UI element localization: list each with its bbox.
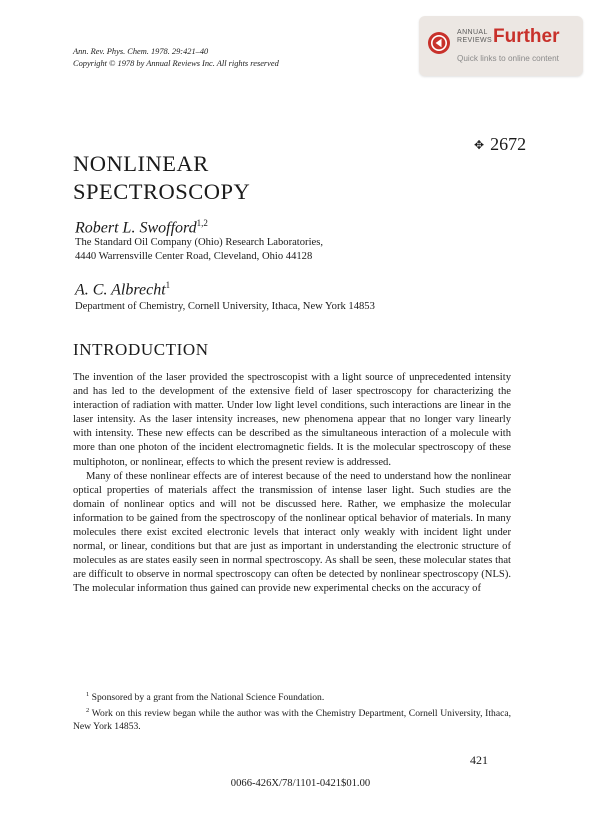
brand-reviews: REVIEWS: [457, 36, 493, 44]
footnote-2-text: Work on this review began while the author was with the Chemistry Department, Cornell University, Ithaca, New York 14853.: [73, 708, 511, 732]
title-line-1: NONLINEAR: [73, 151, 209, 176]
author-1: [75, 218, 208, 237]
journal-citation: [73, 46, 279, 69]
citation-journal-line: Ann. Rev. Phys. Chem. 1978. 29:421–40: [73, 47, 209, 56]
footnotes: [73, 689, 511, 733]
author-1-affiliation: [75, 236, 323, 264]
copyright-rest: 1978 by Annual Reviews Inc. All rights reserved: [117, 58, 279, 68]
author-2-affiliation: [75, 300, 375, 314]
title-line-2: SPECTROSCOPY: [73, 179, 251, 204]
citation-copyright-line: [73, 58, 279, 70]
further-badge-brand: [457, 29, 492, 44]
paragraph-2: Many of these nonlinear effects are of interest because of the need to understand how the nonlinear optical properties of materials affect the transmission of intense laser light. Such studies are the domain of nonlinear optics and will not be discussed here. Rather, we emphasize the molecular information to be gained from the spectroscopy of the nonlinear optical behavior of materials. In many molecules there exist excited electronic levels that interact only weakly with incident light under normal, or linear, conditions but that are just as important in understanding the electronic structure of molecules as are states easily seen in normal spectroscopy. As shall be seen, these molecular states that are difficult to observe in normal spectroscopy can often be detected by nonlinear spectroscopy (NLS). The molecular information thus gained can provide new experimental checks on the accuracy of: [73, 470, 511, 595]
body-text: [73, 371, 511, 597]
author-1-affiliation-line-2: 4440 Warrensville Center Road, Cleveland, Ohio 44128: [75, 251, 313, 262]
footnote-2: [73, 705, 511, 734]
footnote-1: [73, 689, 511, 705]
author-2-affiliation-line-1: Department of Chemistry, Cornell University, Ithaca, New York 14853: [75, 301, 375, 312]
footnote-2-mark: 2: [86, 706, 90, 714]
further-badge[interactable]: [419, 16, 583, 76]
further-badge-subtitle: Quick links to online content: [457, 54, 559, 63]
issn-line: 0066-426X/78/1101-0421$01.00: [230, 778, 371, 789]
author-1-footnote-marks: 1,2: [196, 218, 208, 228]
article-title: [73, 150, 250, 206]
ref-mark-icon: ✥: [474, 138, 485, 152]
page-number: 421: [470, 753, 488, 767]
paragraph-1: The invention of the laser provided the spectroscopist with a light source of unprecedented intensity and has led to the development of the extensive field of laser spectroscopy for characterizing the interaction of radiation with matter. Under low light level conditions, such interactions are linear in the laser intensity. As the laser intensity increases, new phenomena appear that no longer vary linearly with intensity. These new effects can be described as the simultaneous interaction of a molecule with more than one photon of the incident electromagnetic fields. It is the molecular spectroscopy of these multiphoton, or nonlinear, effects to which the present review is addressed.: [73, 372, 511, 468]
footnote-1-text: Sponsored by a grant from the National Science Foundation.: [91, 692, 325, 704]
author-2-name: A. C. Albrecht: [75, 281, 166, 299]
copyright-symbol: ©: [109, 58, 116, 68]
annual-reviews-logo-icon: [428, 32, 450, 54]
author-2: [75, 280, 170, 299]
author-2-footnote-marks: 1: [165, 280, 171, 290]
further-badge-title: Further: [493, 26, 560, 47]
section-heading: INTRODUCTION: [73, 340, 209, 359]
copyright-prefix: Copyright: [73, 58, 107, 68]
author-1-name: Robert L. Swofford: [75, 219, 197, 237]
ref-number-value: 2672: [490, 134, 527, 154]
footnote-1-mark: 1: [86, 691, 90, 698]
reference-number: [474, 134, 526, 155]
author-1-affiliation-line-1: The Standard Oil Company (Ohio) Research Laboratories,: [75, 237, 323, 248]
brand-annual: ANNUAL: [457, 29, 488, 36]
